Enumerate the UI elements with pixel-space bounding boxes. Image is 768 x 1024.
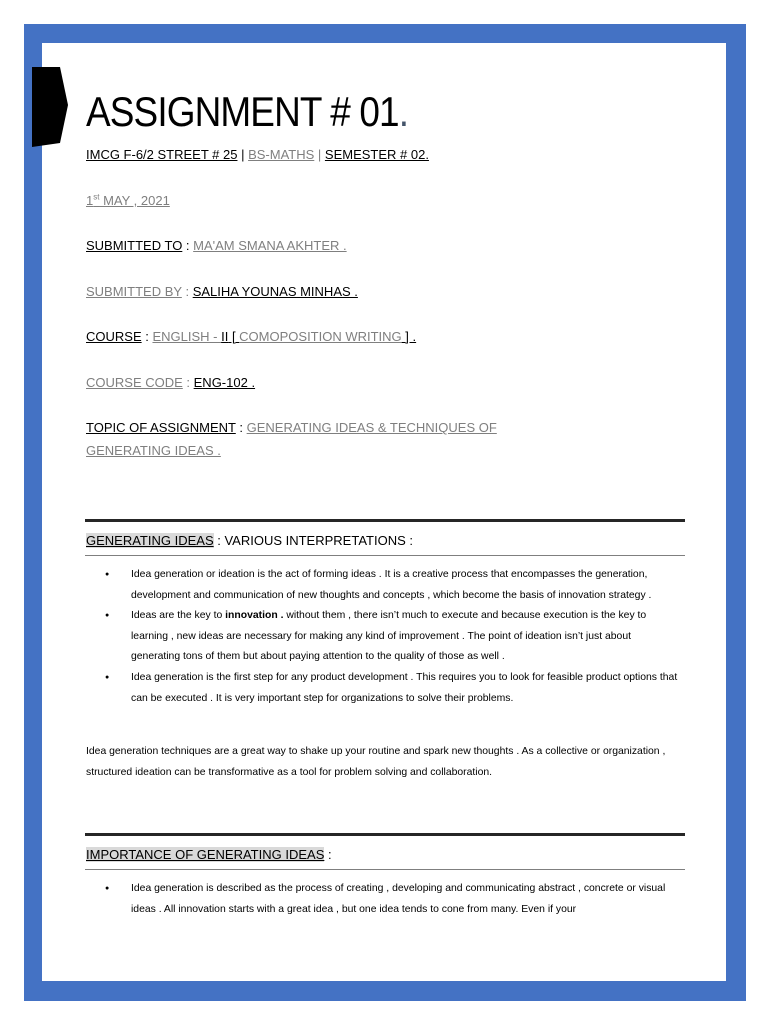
section-divider-thin — [85, 555, 685, 556]
topic-value-line1: GENERATING IDEAS & TECHNIQUES OF — [246, 420, 497, 435]
paragraph-techniques: Idea generation techniques are a great way to shake up your routine and spark new thoughts . As a collective or organization , structured ideation can be transformative as a tool for problem solving and collaboration. — [86, 746, 666, 778]
section-divider-thick — [85, 519, 685, 522]
list-item: ● Idea generation is described as the process of creating , developing and communicating abstract , concrete or visual ideas . All innovation starts with a great idea , but one idea tends to cone from many. Even if your — [100, 879, 682, 920]
section-divider-thin — [85, 869, 685, 870]
course-code: COURSE CODE : ENG-102 . — [86, 375, 256, 390]
section-marker-tab — [32, 67, 68, 147]
submitted-by-label: SUBMITTED BY — [86, 284, 182, 299]
submitted-to-value: MA'AM SMANA AKHTER . — [193, 238, 347, 253]
institute-name: IMCG F-6/2 STREET # 25 — [86, 147, 238, 162]
course-label: COURSE — [86, 329, 142, 344]
section-heading-generating-ideas: GENERATING IDEAS : VARIOUS INTERPRETATIONS : — [86, 533, 413, 548]
semester: SEMESTER # 02. — [324, 147, 429, 162]
course-value: COMOPOSITION WRITING — [239, 329, 402, 344]
submitted-to-label: SUBMITTED TO — [86, 238, 183, 253]
topic: TOPIC OF ASSIGNMENT : GENERATING IDEAS & TECHNIQUES OF — [86, 420, 497, 435]
list-item: ● Ideas are the key to innovation . without them , there isn’t much to execute and because execution is the key to learning , new ideas are necessary for making any kind of improvement . The point of ideation isn’t just about generating tons of them but about paying attention to the quality of those as well . — [100, 606, 682, 668]
submitted-to: SUBMITTED TO : MA'AM SMANA AKHTER . — [86, 238, 347, 253]
topic-label: TOPIC OF ASSIGNMENT — [86, 420, 236, 435]
list-item: ● Idea generation or ideation is the act of forming ideas . It is a creative process that encompasses the generation, development and communication of new thoughts and concepts , which become the basis of innovation strategy . — [100, 565, 682, 606]
topic-value-line2: GENERATING IDEAS . — [86, 443, 221, 458]
bullet-list-importance — [100, 879, 682, 920]
bullet-list-interpretations — [100, 565, 682, 709]
section-divider-thick — [85, 833, 685, 836]
assignment-title: ASSIGNMENT # 01. — [86, 88, 409, 135]
program-name: BS-MATHS — [248, 147, 315, 162]
course-code-value: ENG-102 . — [193, 375, 256, 390]
institute-line: IMCG F-6/2 STREET # 25 | BS-MATHS | SEMESTER # 02. — [86, 147, 429, 162]
date: 1st MAY , 2021 — [86, 192, 170, 208]
section-heading-importance: IMPORTANCE OF GENERATING IDEAS : — [86, 847, 332, 862]
course-code-label: COURSE CODE — [86, 375, 183, 390]
page — [42, 43, 726, 981]
course: COURSE : ENGLISH - II [ COMOPOSITION WRITING ] . — [86, 329, 417, 344]
submitted-by-value: SALIHA YOUNAS MINHAS . — [192, 284, 358, 299]
list-item: ● Idea generation is the first step for any product development . This requires you to look for feasible product options that can be executed . It is very important step for organizations to solve their problems. — [100, 668, 682, 709]
submitted-by: SUBMITTED BY : SALIHA YOUNAS MINHAS . — [86, 284, 358, 299]
